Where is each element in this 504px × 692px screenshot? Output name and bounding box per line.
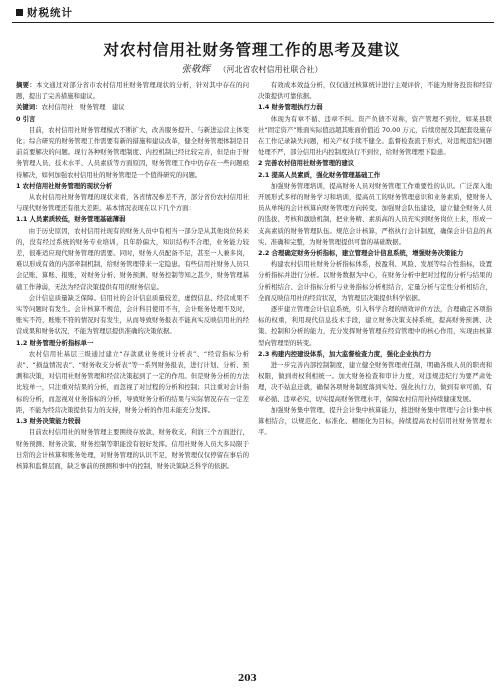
section-heading: 0 引言 [16,114,36,123]
body-paragraph: 农村信用社基层三级通过建立“存款就业务统计分析表”、“经营指标分析表”、“损益情况表”、“财务收支分析表”等一系列财务报表，进行计划、分析、预测和决策，对信用社财务管理和经营决策起到了一定的作用。但是财务分析的方法比较单一，只注重对结果的分析，而忽视了对过程的分析和控制；只注重对会计指标的分析，而忽视对业务指标的分析，导致财务分析的结果与实际情况存在一定差距，不能为经营决策提供有力的支持，财务分析的作用未能充分发挥。 [16,349,249,414]
author-affiliation: （河北省农村信用社联合社） [218,65,323,74]
body-paragraph: 会计信息质量缺乏保障。信用社的会计信息质量较差，虚假信息、经营成果不实等问题时有发生。会计核算不规范，会计科目使用不当，会计账务处理不及时，账实不符、账账不符的情况时有发生，从而导致财务报表不能真实反映信用社的经营成果和财务状况，不能为管理层提供准确的决策依据。 [16,293,249,336]
abstract-text: 本文通过对部分省市农村信用社财务管理现状的分析，针对其中存在的问题，提出了完善措施和建议。 [16,81,249,101]
section-heading: 1.4 财务管理执行力弱 [258,103,323,112]
keywords-label: 关键词： [16,103,42,112]
author-line [0,61,504,75]
abstract-label: 摘要： [16,81,36,89]
left-column [16,80,249,472]
section-marker-icon [16,9,23,16]
body-paragraph: 构建农村信用社财务分析指标体系，按盈利、风险、发展等综合性指标，设置分析指标并进行分析。以财务数据为中心，在财务分析中把对过程的分析与结果的分析相结合、会计指标分析与业务指标分析相结合，定量分析与定性分析相结合，全面反映信用社的经营状况，为管理层决策提供科学依据。 [258,260,492,302]
body-paragraph: 加强财务管理培训，提高财务人员对财务管理工作重要性的认识。广泛深入地开展形式多样的财务学习和培训，提高员工的财务管理意识和业务素质，使财务人员从单纯的会计核算向财务管理方向转变。加强财会队伍建设，建立健全财务人员的选拔、考核和激励机制，把业务精、素质高的人员充实到财务岗位上来，形成一支高素质的财务管理队伍。规范会计核算，严格执行会计制度，确保会计信息的真实、准确和完整，为财务管理提供可靠的基础数据。 [258,181,492,246]
body-paragraph: 从农村信用社财务管理的现状来看，各省情况参差不齐，部分省份农村信用社与现代财务管理还有很大差距。基本情况表现在以下几个方面： [16,193,249,213]
page-number: 203 [238,674,257,684]
section-heading: 1.3 财务决策能力较弱 [16,417,81,426]
section-heading: 2.2 合理确定财务分析指标，建立管理会计信息系统，增强财务决策能力 [258,249,464,258]
section-heading: 2.3 构建内控建设体系，加大监督检查力度，强化企业执行力 [258,349,432,358]
section-label: 财税统计 [27,7,73,19]
section-heading: 1.2 财务管理分析指标单一 [16,338,94,347]
paper-title: 对农村信用社财务管理工作的思考及建议 [103,40,401,59]
section-heading: 1.1 人员素质较低，财务管理基础薄弱 [16,215,126,224]
abstract [16,80,249,102]
body-paragraph: 有效成本效益分析，仅仅通过核算统计进行主观评价，不能为财务投资和经营决策提供可靠依据。 [258,81,492,101]
keywords [16,102,249,113]
section-header [0,0,504,26]
author-name: 张敬辉 [181,64,210,75]
body-paragraph: 目前，农村信用社财务管理模式不断扩大，改善服务提升、与新进运营主体变化；综合研究的财务管理工作需要有新的措施和建议改革，健全财务管理体制是目前首要解决的问题。现行各种财务管理制度、内控机制已经比较完善，但是由于财务管理人员、技术水平、人员素质等方面原因，财务管理工作中仍存在一些问题亟待解决，如何加强农村信用社的财务管理是一个值得研究的问题。 [16,125,249,179]
right-column [258,80,492,439]
header-rule [12,22,494,23]
body-paragraph: 逐步建立管理会计信息系统，引入科学合理的绩效评价方法，合理确定各项指标的权重，利用现代信息技术手段，建立财务决策支持系统，提高财务预测、决策、控制和分析的能力，充分发挥财务管理在经营管理中的核心作用，实现由核算型向管理型的转变。 [258,305,492,347]
body-paragraph: 目前农村信用社的财务管理主要围绕存放款、财务收支、利润三个方面进行，财务预测、财务决策、财务控制等职能没有很好发挥。信用社财务人员大多局限于日常的会计核算和账务处理，对财务管理的认识不足，财务管理仅仅停留在事后的核算和监督层面，缺乏事前的预测和事中的控制，财务决策缺乏科学的依据。 [16,428,249,470]
keywords-text: 农村信用社 财务管理 建议 [41,103,125,112]
section-heading: 1 农村信用社财务管理的现状分析 [16,181,113,190]
body-paragraph: 由于历史原因，农村信用社现有的财务人员中有相当一部分是从其他岗位转来的，没有经过系统的财务专业培训，且年龄偏大，知识结构不合理，业务能力较差，很难适应现代财务管理的需要。同时，财务人员配备不足，甚至一人兼多岗，难以形成有效的内部牵制机制，给财务管理带来一定隐患。有些信用社财务人员只会记账、算账、报账，对财务分析、财务预测、财务控制等知之甚少，财务管理基础工作薄弱，无法为经营决策提供有用的财务信息。 [16,226,249,291]
body-paragraph: 进一步完善内部控制制度，建立健全财务管理责任制，明确各级人员的职责和权限，做到责权利相统一。加大财务检查和审计力度，对违规违纪行为要严肃处理，决不姑息迁就，确保各项财务制度落到实处。强化执行力，做到有章可循、有章必循、违章必究，切实提高财务管理水平，保障农村信用社持续健康发展。 [258,361,492,403]
body-paragraph: 体现为有章不循、违章不纠。资产负债不对称，资产管理不到位，如某县联社“固定资产”账面实际值远超其账面价值近 70.00 万元，后续房屋及其配套设施存在工作记录缺失问题，相关产权手续不健全。监督检查流于形式，对违规违纪问题处理不严，部分信用社内控制度执行不到位，给财务管理埋下隐患。 [258,114,492,157]
section-heading: 2.1 提高人员素质，强化财务管理基础工作 [258,170,381,179]
body-paragraph: 加强财务集中管理，提升会计集中核算能力，推进财务集中管理与会计集中核算相结合，以规范化、标准化、精细化为目标，持续提高农村信用社财务管理水平。 [258,405,492,437]
section-heading: 2 完善农村信用社财务管理的建议 [258,159,355,168]
